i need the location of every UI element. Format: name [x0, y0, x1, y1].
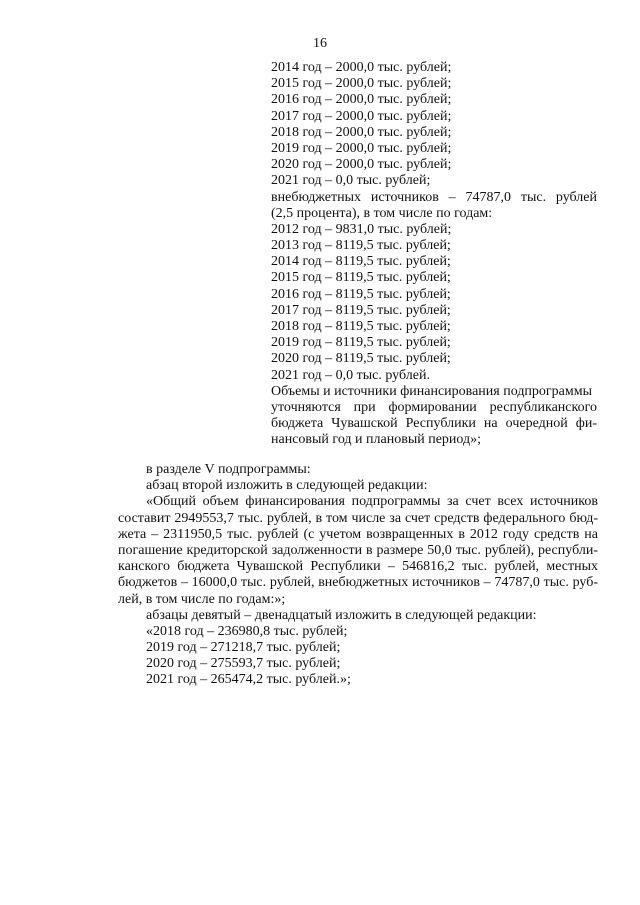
extrabudget-year-line: 2020 год – 8119,5 тыс. рублей;	[271, 351, 451, 367]
budget-year-line: 2014 год – 2000,0 тыс. рублей;	[271, 60, 452, 75]
quote-line: погашение кредиторской задолженности в размере 50,0 тыс. рублей), республи-	[118, 542, 598, 558]
budget-breakdown-column	[271, 60, 597, 449]
quote-line: составит 2949553,7 тыс. рублей, в том числе за счет средств федерального бюд-	[118, 510, 598, 526]
budget-year-line: 2019 год – 2000,0 тыс. рублей;	[271, 140, 452, 156]
budget-year-line: 2017 год – 2000,0 тыс. рублей;	[271, 108, 452, 124]
final-year-line: 2021 год – 265474,2 тыс. рублей.»;	[146, 672, 351, 688]
extrabudget-year-line: 2017 год – 8119,5 тыс. рублей;	[271, 302, 451, 318]
extrabudget-year-line: 2016 год – 8119,5 тыс. рублей;	[271, 286, 451, 302]
quote-line: канского бюджета Чувашской Республики – 546816,2 тыс. рублей, местных	[118, 559, 598, 575]
quote-line: бюджетов – 16000,0 тыс. рублей, внебюджетных источников – 74787,0 тыс. руб-	[118, 575, 598, 591]
quote-line: жета – 2311950,5 тыс. рублей (с учетом возвращенных в 2012 году средств на	[118, 526, 598, 542]
budget-year-line: 2016 год – 2000,0 тыс. рублей;	[271, 92, 452, 108]
budget-year-line: 2015 год – 2000,0 тыс. рублей;	[271, 76, 452, 92]
page-number: 16	[313, 36, 327, 51]
extrabudget-year-line: 2014 год – 8119,5 тыс. рублей;	[271, 254, 451, 270]
budget-year-line: 2021 год – 0,0 тыс. рублей;	[271, 173, 431, 189]
extrabudget-year-line: 2013 год – 8119,5 тыс. рублей;	[271, 238, 451, 254]
extrabudget-year-line: 2018 год – 8119,5 тыс. рублей;	[271, 319, 451, 334]
paragraphs-nine-twelve-intro: абзацы девятый – двенадцатый изложить в следующей редакции:	[146, 607, 537, 623]
quoted-paragraph	[118, 494, 598, 607]
extrabudget-year-line: 2021 год – 0,0 тыс. рублей.	[271, 367, 430, 383]
final-year-line: 2019 год – 271218,7 тыс. рублей;	[146, 640, 341, 656]
main-text	[118, 462, 598, 689]
extrabudget-subheading: (2,5 процента), в том числе по годам:	[271, 205, 493, 221]
note-line: уточняются при формировании республиканского	[271, 399, 597, 415]
note-line: нансовый год и плановый период»;	[271, 432, 482, 448]
budget-year-line: 2020 год – 2000,0 тыс. рублей;	[271, 157, 452, 173]
final-year-line: «2018 год – 236980,8 тыс. рублей;	[146, 623, 348, 639]
final-year-line: 2020 год – 275593,7 тыс. рублей;	[146, 656, 341, 672]
note-line: Объемы и источники финансирования подпрограммы	[271, 383, 593, 399]
section-intro: в разделе V подпрограммы:	[146, 462, 311, 477]
extrabudget-year-line: 2019 год – 8119,5 тыс. рублей;	[271, 335, 451, 351]
paragraph-two-intro: абзац второй изложить в следующей редакции:	[146, 478, 428, 494]
quote-line: лей, в том числе по годам:»;	[118, 591, 286, 607]
extrabudget-heading: внебюджетных источников – 74787,0 тыс. рублей	[271, 189, 597, 205]
extrabudget-year-line: 2012 год – 9831,0 тыс. рублей;	[271, 221, 452, 237]
budget-year-line: 2018 год – 2000,0 тыс. рублей;	[271, 124, 452, 140]
extrabudget-year-line: 2015 год – 8119,5 тыс. рублей;	[271, 270, 451, 286]
note-line: бюджета Чувашской Республики на очередной фи-	[271, 416, 597, 432]
quote-line: «Общий объем финансирования подпрограммы за счет всех источников	[146, 494, 598, 510]
